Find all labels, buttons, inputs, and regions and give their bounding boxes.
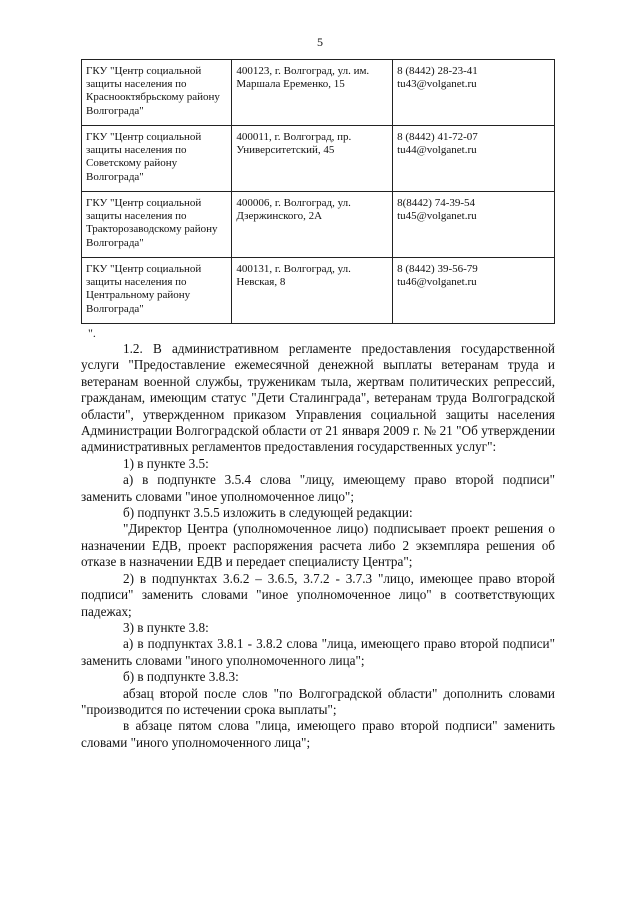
phone-text: 8 (8442) 39-56-79 (397, 263, 478, 275)
center-name-cell: ГКУ "Центр социальной защиты населения по Краснооктябрьскому району Волгограда" (82, 60, 232, 126)
page-number: 5 (317, 35, 323, 49)
amendment-text (81, 341, 555, 751)
address-cell: 400006, г. Волгоград, ул. Дзержинского, 2А (232, 192, 393, 258)
email-text: tu46@volganet.ru (397, 276, 477, 289)
email-text: tu44@volganet.ru (397, 144, 477, 157)
paragraph: 1.2. В административном регламенте предоставления государственной услуги "Предоставление ежемесячной денежной выплаты ветеранам труда и ветеранам военной службы, труженикам тыла, жертвам политических репрессий, гражданам, имеющим статус "Дети Сталинграда", ветеранам труда Волгоградской области", утвержденном приказом Управления социальной защиты населения Администрации Волгоградской области от 21 января 2009 г. № 21 "Об утверждении административных регламентов предоставления государственных услуг": (81, 341, 555, 455)
contacts-cell (393, 60, 555, 126)
email-text: tu45@volganet.ru (397, 210, 477, 223)
center-name-cell: ГКУ "Центр социальной защиты населения по Центральному району Волгограда" (82, 258, 232, 324)
table-row (82, 192, 555, 258)
table-row (82, 60, 555, 126)
paragraph: абзац второй после слов "по Волгоградской области" дополнить словами "производится по истечении срока выплаты"; (81, 685, 555, 717)
table-row (82, 126, 555, 192)
paragraph: 2) в подпунктах 3.6.2 – 3.6.5, 3.7.2 - 3.7.3 "лицо, имеющее право второй подписи" заменить словами "иное уполномоченное лицо" в соответствующих падежах; (81, 570, 555, 619)
social-centers-table (81, 59, 555, 324)
address-cell: 400123, г. Волгоград, ул. им. Маршала Еременко, 15 (232, 60, 393, 126)
address-cell: 400011, г. Волгоград, пр. Университетский, 45 (232, 126, 393, 192)
paragraph: "Директор Центра (уполномоченное лицо) подписывает проект решения о назначении ЕДВ, проект распоряжения расчета либо 2 экземпляра решения об отказе в назначении ЕДВ и передает специалисту Центра"; (81, 521, 555, 570)
paragraph: 1) в пункте 3.5: (123, 455, 209, 471)
closing-quote: ". (88, 326, 96, 340)
contacts-cell (393, 192, 555, 258)
email-text: tu43@volganet.ru (397, 78, 477, 91)
contacts-cell (393, 258, 555, 324)
phone-text: 8 (8442) 28-23-41 (397, 65, 478, 77)
table-row (82, 258, 555, 324)
phone-text: 8(8442) 74-39-54 (397, 197, 476, 209)
center-name-cell: ГКУ "Центр социальной защиты населения по Тракторозаводскому району Волгограда" (82, 192, 232, 258)
paragraph: б) в подпункте 3.8.3: (123, 669, 239, 685)
paragraph: в абзаце пятом слова "лица, имеющего право второй подписи" заменить словами "иного уполномоченного лица"; (81, 718, 555, 750)
paragraph: б) подпункт 3.5.5 изложить в следующей редакции: (123, 505, 413, 521)
paragraph: а) в подпунктах 3.8.1 - 3.8.2 слова "лица, имеющего право второй подписи" заменить словами "иного уполномоченного лица"; (81, 636, 555, 668)
address-cell: 400131, г. Волгоград, ул. Невская, 8 (232, 258, 393, 324)
paragraph: а) в подпункте 3.5.4 слова "лицу, имеющему право второй подписи" заменить словами "иное уполномоченное лицо"; (81, 472, 555, 504)
contacts-cell (393, 126, 555, 192)
paragraph: 3) в пункте 3.8: (123, 619, 209, 635)
phone-text: 8 (8442) 41-72-07 (397, 131, 478, 143)
center-name-cell: ГКУ "Центр социальной защиты населения по Советскому району Волгограда" (82, 126, 232, 192)
